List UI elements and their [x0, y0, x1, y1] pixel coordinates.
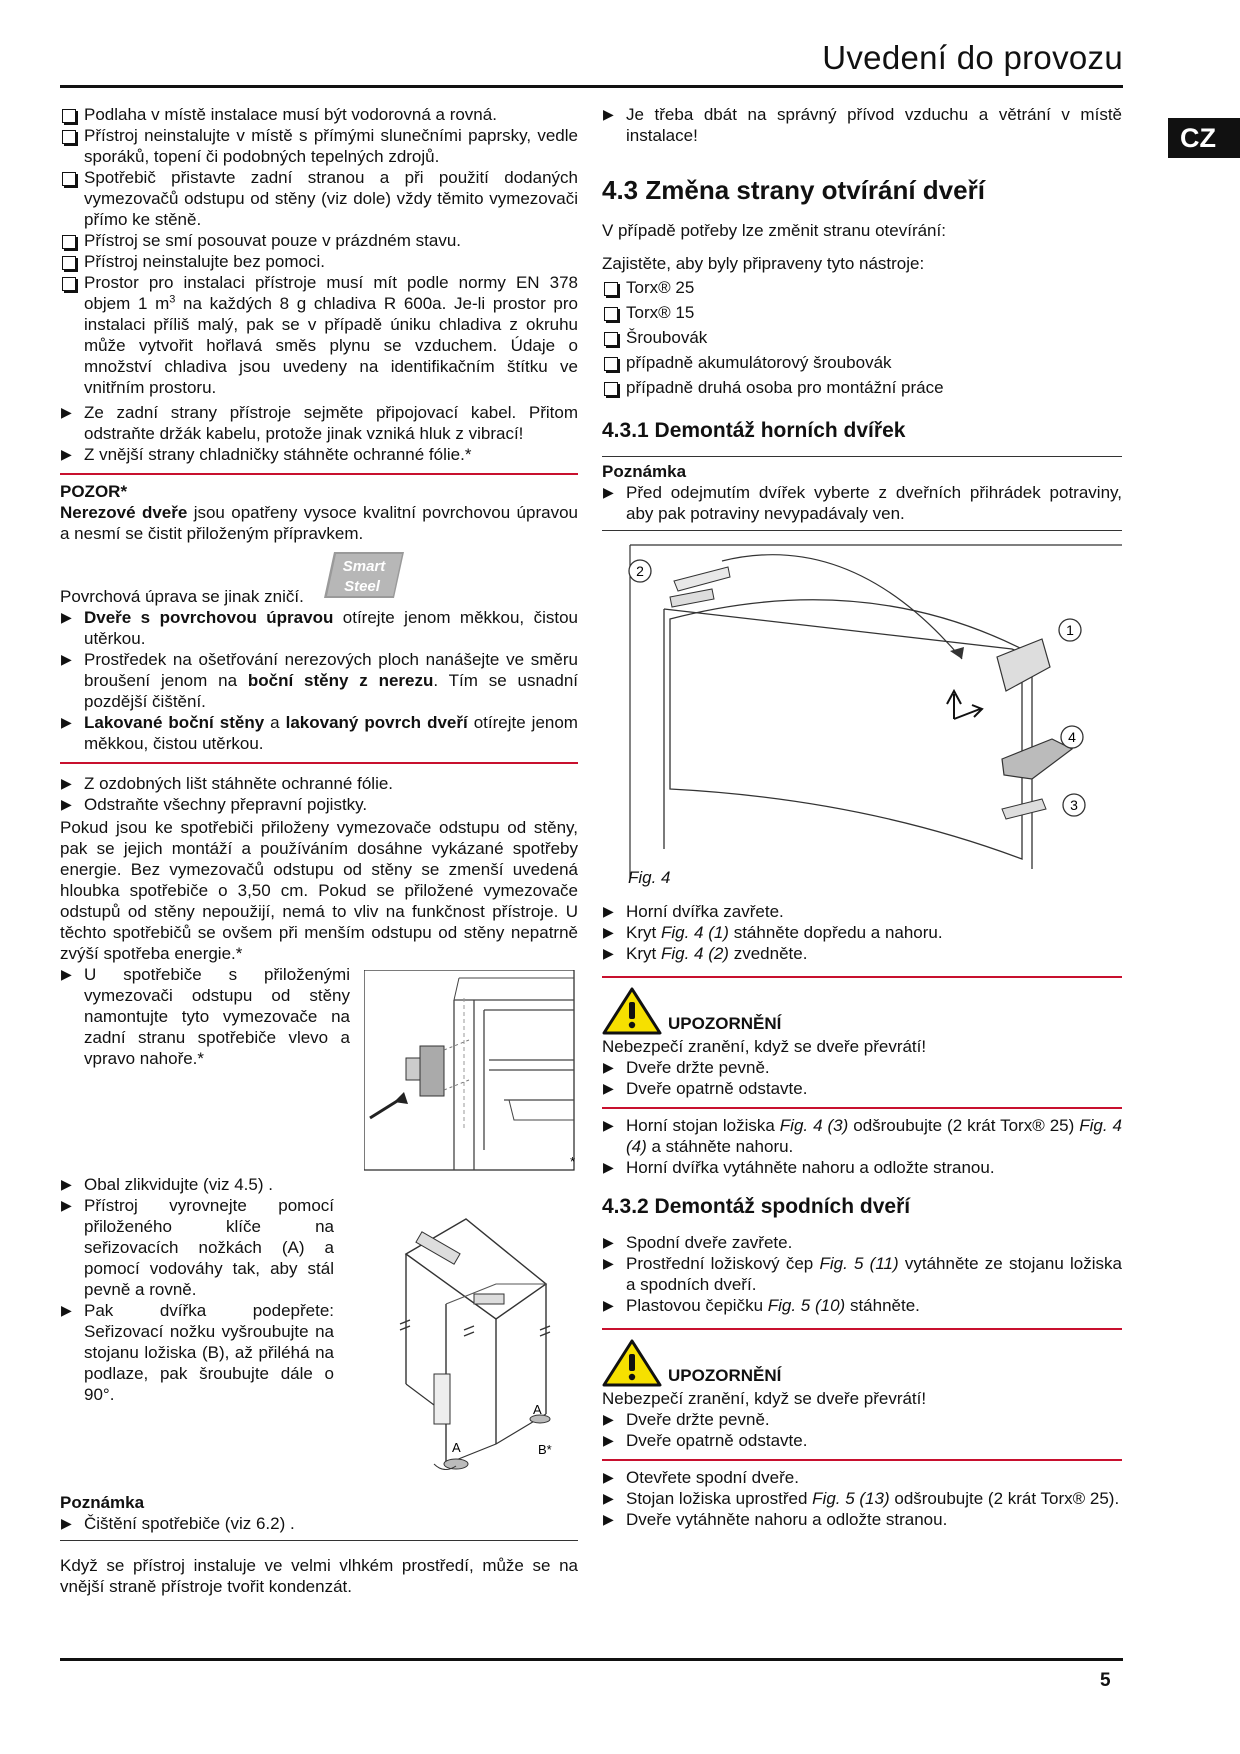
step-text: Prostřední ložiskový čep	[626, 1254, 820, 1273]
caution-item1-bold: Dveře s povrchovou úpravou	[84, 608, 334, 627]
steps-432	[602, 1232, 1122, 1316]
caution-title: POZOR*	[60, 482, 128, 501]
spacer-paragraph: Pokud jsou ke spotřebiči přiloženy vymezovače odstupu od stěny, pak se jejich montáží a používáním dosáhne vykázané spotřeby energie. Bez vymezovačů odstupu od stěny se zmenší uvedená hloubka spotřebiče o 3,50 cm. Pokud se přiložené vymezovače odstupů od stěny nepoužijí, nemá to vliv na funkčnost přístroje. U těchto spotřebičů se ovšem při menším odstupu od stěny nepatrně zvýší spotřeba energie.*	[60, 818, 578, 963]
fig4-label-2: 2	[636, 563, 644, 579]
spacer-mounting-figure	[364, 970, 578, 1174]
list-item	[602, 901, 1122, 922]
list-item: ▶ Z vnější strany chladničky stáhněte ochranné fólie.*	[60, 444, 578, 465]
smart-steel-row	[60, 544, 578, 600]
spacer-block	[60, 964, 578, 1174]
list-item: Torx® 15	[602, 302, 1122, 323]
figure-ref: Fig. 4 (4)	[626, 1116, 1122, 1156]
air-step-list	[602, 104, 1122, 146]
warning-list	[602, 1409, 1122, 1451]
list-item: ▶ Obal zlikvidujte (viz 4.5) .	[60, 1174, 334, 1195]
warning-title: UPOZORNĚNÍ	[668, 1366, 782, 1385]
steps-list-2	[60, 773, 578, 815]
step-text: Horní stojan ložiska	[626, 1116, 780, 1135]
fig4-label-3: 3	[1070, 797, 1078, 813]
fig4-label-4: 4	[1068, 729, 1076, 745]
figure-ref: Fig. 5 (13)	[812, 1489, 890, 1508]
warning-end-rule-2	[602, 1459, 1122, 1467]
step-text: Stojan ložiska uprostřed	[626, 1489, 813, 1508]
caution-box	[60, 473, 578, 754]
install-checklist	[60, 104, 578, 398]
room-text-b: na každých 8 g chladiva R 600a. Je-li prostor pro instalaci příliš malý, pak se v případě úniku chladiva z okruhu může vytvořit hořlavá směs plynu se vzduchem. Údaje o množství chladiva jsou uvedeny na identifikačním štítku ve vnitřním prostoru.	[84, 294, 578, 397]
steps-432-b	[602, 1467, 1122, 1530]
note-title-431: Poznámka	[602, 462, 687, 481]
list-item: Přístroj se smí posouvat pouze v prázdném stavu.	[60, 230, 578, 251]
list-item: Podlaha v místě instalace musí být vodorovná a rovná.	[60, 104, 578, 125]
caution-item1-text: otírejte jenom měkkou, čistou utěrkou.	[84, 608, 578, 648]
figure-4	[602, 539, 1122, 891]
note-box-431	[602, 456, 1122, 524]
list-item: ▶ Před odejmutím dvířek vyberte z dveřních přihrádek potraviny, aby pak potraviny nevypadávaly ven.	[602, 482, 1122, 524]
caution-item2-a: Prostředek na ošetřování nerezových ploch nanášejte ve směru broušení jenom na	[84, 650, 578, 690]
page-number: 5	[1100, 1670, 1111, 1691]
list-item: Torx® 25	[602, 277, 1122, 298]
caution-item2-b: . Tím se usnadní pozdější čištění.	[84, 671, 578, 711]
right-column	[602, 104, 1122, 1530]
room-sup: 3	[169, 293, 176, 306]
section-4-3-1-title: 4.3.1 Demontáž horních dvířek	[602, 419, 906, 442]
step-text: a stáhněte nahoru.	[646, 1137, 794, 1156]
tools-list	[602, 277, 1122, 398]
figure-ref: Fig. 4 (1)	[660, 923, 729, 942]
warning-triangle-icon	[602, 986, 662, 1036]
spacer-figure-star: *	[570, 1154, 576, 1169]
caution-text	[60, 502, 578, 544]
note-list	[60, 1513, 578, 1534]
list-item: případně druhá osoba pro montážní práce	[602, 377, 1122, 398]
list-item: ▶ Dveře držte pevně.	[602, 1057, 1122, 1078]
footer-rule	[60, 1658, 1123, 1661]
list-item: Šroubovák	[602, 327, 1122, 348]
step-text: zvedněte.	[728, 944, 808, 963]
caution-end-rule	[60, 762, 578, 773]
steps-431	[602, 901, 1122, 964]
caution-list	[60, 607, 578, 754]
figure-ref: Fig. 4 (2)	[660, 944, 729, 963]
note-title: Poznámka	[60, 1493, 145, 1512]
figure-ref: Fig. 4 (3)	[779, 1116, 849, 1135]
list-item: ▶ Přístroj vyrovnejte pomocí přiloženého klíče na seřizovacích nožkách (A) a pomocí vodováhy tak, aby stál pevně a rovně.	[60, 1195, 334, 1300]
figure-4-drawing	[602, 539, 1122, 891]
figure-ref: Fig. 5 (11)	[819, 1254, 899, 1273]
list-item	[602, 1115, 1122, 1157]
warning-text: Nebezpečí zranění, když se dveře převrátí!	[602, 1037, 927, 1056]
warning-text: Nebezpečí zranění, když se dveře převrátí!	[602, 1389, 927, 1408]
leveling-feet-figure	[376, 1214, 576, 1470]
warning-box-2	[602, 1328, 1122, 1451]
list-item	[60, 272, 578, 398]
list-item	[60, 649, 578, 712]
smart-steel-line1: Smart	[342, 558, 386, 575]
list-item: ▶ Z ozdobných lišt stáhněte ochranné fólie.	[60, 773, 578, 794]
caution-bold-lead: Nerezové dveře	[60, 503, 188, 522]
figure-4-caption: Fig. 4	[628, 868, 671, 887]
list-item	[60, 607, 578, 649]
caution-after: Povrchová úprava se jinak zničí.	[60, 587, 304, 606]
list-item	[602, 1253, 1122, 1295]
step-text: Kryt	[626, 944, 661, 963]
note-rule	[60, 1540, 578, 1541]
section-4-3-title: 4.3 Změna strany otvírání dveří	[602, 175, 985, 205]
list-item: ▶ Dveře opatrně odstavte.	[602, 1078, 1122, 1099]
step-text: odšroubujte (2 krát Torx® 25)	[848, 1116, 1080, 1135]
fig4-label-1: 1	[1066, 622, 1074, 638]
list-item: ▶ Ze zadní strany přístroje sejměte připojovací kabel. Přitom odstraňte držák kabelu, protože jinak vzniká hluk z vibrací!	[60, 402, 578, 444]
list-item: ▶ Dveře vytáhněte nahoru a odložte stranou.	[602, 1509, 1122, 1530]
list-item: ▶ Otevřete spodní dveře.	[602, 1467, 1122, 1488]
list-item: ▶ Horní dvířka vytáhněte nahoru a odložte stranou.	[602, 1157, 1122, 1178]
list-item: Přístroj neinstalujte bez pomoci.	[60, 251, 578, 272]
figure-ref: Fig. 5 (10)	[767, 1296, 846, 1315]
warning-head	[602, 1338, 1122, 1388]
room-text-a: Prostor pro instalaci přístroje musí mít podle normy EN 378 objem 1 m	[84, 273, 578, 313]
step-text: odšroubujte (2 krát Torx® 25).	[889, 1489, 1120, 1508]
caution-item3-bold2: lakovaný povrch dveří	[285, 713, 468, 732]
list-item	[602, 922, 1122, 943]
spacer-step-list	[60, 964, 350, 1069]
section-4-3-intro: V případě potřeby lze změnit stranu otevírání:	[602, 221, 946, 240]
foot-label-a2: A	[533, 1402, 542, 1417]
list-item: ▶ Dveře držte pevně.	[602, 1409, 1122, 1430]
step-text: vytáhněte ze stojanu ložiska a spodních dveří.	[626, 1254, 1122, 1294]
step-text: stáhněte dopředu a nahoru.	[728, 923, 943, 942]
smart-steel-logo	[322, 550, 406, 600]
note-list-431	[602, 482, 1122, 524]
leveling-block	[60, 1174, 578, 1478]
list-item	[602, 1295, 1122, 1316]
list-item: případně akumulátorový šroubovák	[602, 352, 1122, 373]
steps-list	[60, 402, 578, 465]
warning-box-1	[602, 976, 1122, 1099]
caution-body: jsou opatřeny vysoce kvalitní povrchovou úpravou a nesmí se čistit přiloženým přípravkem.	[60, 503, 578, 543]
tools-intro: Zajistěte, aby byly připraveny tyto nástroje:	[602, 254, 925, 273]
list-item: ▶ Pak dvířka podepřete: Seřizovací nožku vyšroubujte na stojanu ložiska (B), až přiléhá na podlaze, pak šroubujte dále o 90°.	[60, 1300, 334, 1405]
note-rule-431	[602, 530, 1122, 531]
warning-head	[602, 986, 1122, 1036]
smart-steel-line2: Steel	[344, 578, 380, 595]
warning-end-rule-1	[602, 1107, 1122, 1115]
warning-triangle-icon	[602, 1338, 662, 1388]
foot-label-a1: A	[452, 1440, 461, 1455]
section-4-3-2-title: 4.3.2 Demontáž spodních dveří	[602, 1195, 911, 1218]
caution-item3-mid: a	[264, 713, 286, 732]
caution-item3-text: otírejte jenom měkkou, čistou utěrkou.	[84, 713, 578, 753]
foot-label-b: B*	[538, 1442, 552, 1457]
step-text: stáhněte.	[845, 1296, 920, 1315]
warning-list	[602, 1057, 1122, 1099]
step-text: Kryt	[626, 923, 661, 942]
step-text: Horní dvířka zavřete.	[626, 902, 784, 921]
list-item: ▶ Čištění spotřebiče (viz 6.2) .	[60, 1513, 578, 1534]
list-item: Spotřebič přistavte zadní stranou a při použití dodaných vymezovačů odstupu od stěny (viz dole) vždy těmito vymezovači přímo ke stěně.	[60, 167, 578, 230]
list-item	[602, 1488, 1122, 1509]
caution-item2-bold: boční stěny z nerezu	[247, 671, 434, 690]
list-item: Přístroj neinstalujte v místě s přímými slunečními paprsky, vedle sporáků, topení či podobných tepelných zdrojů.	[60, 125, 578, 167]
leveling-steps	[60, 1174, 334, 1405]
list-item	[602, 943, 1122, 964]
list-item: ▶ Je třeba dbát na správný přívod vzduchu a větrání v místě instalace!	[602, 104, 1122, 146]
page-header	[60, 30, 1123, 88]
list-item: ▶ Spodní dveře zavřete.	[602, 1232, 1122, 1253]
list-item: ▶ U spotřebiče s přiloženými vymezovači odstupu od stěny namontujte tyto vymezovače na zadní stranu spotřebiče vlevo a vpravo nahoře.*	[60, 964, 350, 1069]
list-item	[60, 712, 578, 754]
list-item: ▶ Odstraňte všechny přepravní pojistky.	[60, 794, 578, 815]
warning-title: UPOZORNĚNÍ	[668, 1014, 782, 1033]
step-text: Plastovou čepičku	[626, 1296, 768, 1315]
language-tab: CZ	[1168, 118, 1240, 158]
caution-item3-bold1: Lakované boční stěny	[84, 713, 265, 732]
humidity-paragraph: Když se přístroj instaluje ve velmi vlhkém prostředí, může se na vnější straně přístroje tvořit kondenzát.	[60, 1556, 578, 1596]
list-item: ▶ Dveře opatrně odstavte.	[602, 1430, 1122, 1451]
left-column	[60, 104, 578, 1597]
page-title: Uvedení do provozu	[822, 39, 1123, 76]
note-box	[60, 1488, 578, 1534]
steps-431-b	[602, 1115, 1122, 1178]
